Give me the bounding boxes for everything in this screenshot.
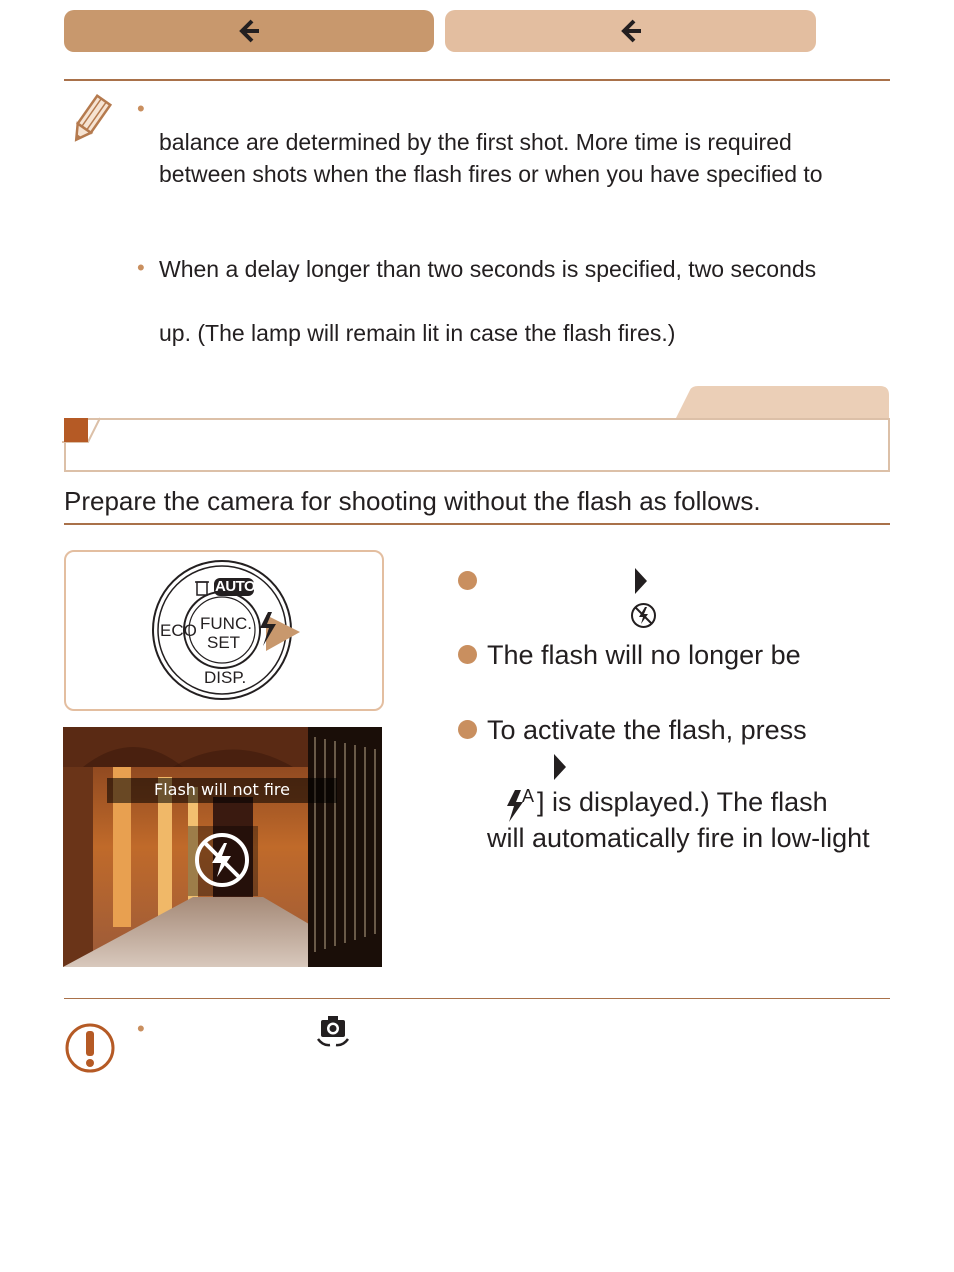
note-bullet: • [137, 255, 145, 280]
step3-line1: To activate the flash, press [487, 715, 807, 745]
right-arrow-icon [633, 566, 649, 596]
note-bullet: • [137, 96, 145, 121]
flash-auto-sup: A [522, 786, 535, 806]
dial-disp-label: DISP. [204, 668, 247, 687]
section-divider [64, 523, 890, 525]
right-arrow-icon [552, 752, 568, 782]
nav-forward-button[interactable] [445, 10, 816, 52]
dial-set-label: SET [207, 633, 241, 652]
exclamation-icon [64, 1022, 116, 1074]
note-bullet1-line1: balance are determined by the first shot. More time is required [159, 129, 792, 155]
dial-eco-label: ECO [160, 621, 197, 640]
caution-bullet: • [137, 1016, 145, 1041]
step-bullet-1 [458, 571, 477, 590]
step3-line4: will automatically fire in low-light [487, 823, 870, 853]
top-divider [64, 79, 890, 81]
dial-func-label: FUNC. [200, 614, 252, 633]
step-bullet-3 [458, 720, 477, 739]
note-bullet1-line2: between shots when the flash fires or when you have specified to [159, 161, 823, 187]
caution-divider [64, 998, 890, 999]
flash-off-icon [630, 602, 657, 629]
arrow-left-icon [618, 18, 644, 44]
section-heading-box [64, 418, 890, 472]
lcd-caption: Flash will not fire [154, 780, 290, 799]
section-intro: Prepare the camera for shooting without the flash as follows. [64, 486, 761, 516]
step3-line3: ] is displayed.) The flash [537, 787, 828, 817]
note-bullet2-line1: When a delay longer than two seconds is specified, two seconds [159, 256, 817, 282]
nav-back-button[interactable] [64, 10, 434, 52]
dial-auto-label: AUTO [215, 578, 256, 595]
flash-off-icon [193, 831, 251, 889]
arrow-left-icon [236, 18, 262, 44]
pencil-icon [66, 92, 114, 148]
note-bullet2-line2: up. (The lamp will remain lit in case the flash fires.) [159, 320, 676, 346]
step-bullet-2 [458, 645, 477, 664]
section-heading-corner [62, 416, 102, 446]
camera-shake-icon [315, 1014, 351, 1048]
section-tab [676, 386, 890, 418]
step2-text: The flash will no longer be [487, 640, 801, 670]
